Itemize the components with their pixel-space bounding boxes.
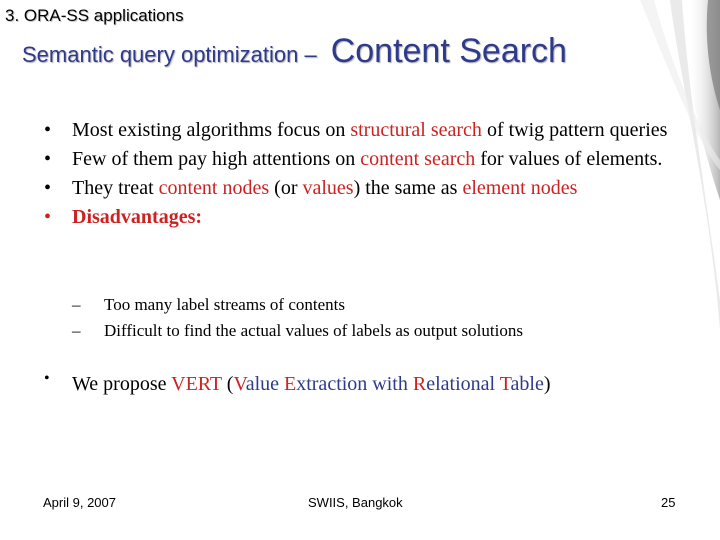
text-segment: ) <box>543 373 551 395</box>
text-segment: content nodes <box>158 177 270 199</box>
slide-title-main: Content Search <box>330 32 567 70</box>
text-segment: content search <box>360 148 476 170</box>
text-segment: They treat <box>72 177 159 199</box>
section-label: 3. ORA-SS applications <box>5 6 184 25</box>
sub-bullet-item <box>72 318 672 344</box>
text-segment: structural search <box>350 119 482 141</box>
bullet-item <box>44 203 694 232</box>
text-segment: V <box>233 373 246 395</box>
text-segment: elational <box>426 373 500 395</box>
text-segment: ) the same as <box>353 177 463 199</box>
bullet-icon: • <box>44 119 52 141</box>
text-segment: Disadvantages: <box>72 206 203 228</box>
bullet-icon: • <box>44 148 52 170</box>
text-segment: We propose <box>72 373 172 395</box>
text-segment: values <box>302 177 354 199</box>
text-segment: able <box>510 373 544 395</box>
dash-icon: – <box>72 321 81 340</box>
bullet-text <box>44 370 694 399</box>
sub-bullet-item <box>72 292 672 318</box>
text-segment: Few of them pay high attentions on <box>72 148 361 170</box>
footer-venue: SWIIS, Bangkok <box>308 495 403 510</box>
text-segment: for values of elements. <box>475 148 663 170</box>
bullet-icon: • <box>44 206 52 228</box>
text-segment: R <box>412 373 427 395</box>
dash-icon: – <box>72 295 81 314</box>
text-segment: VERT <box>171 373 222 395</box>
bullet-icon: • <box>44 177 52 199</box>
text-segment: of twig pattern queries <box>481 119 668 141</box>
text-segment: E <box>284 373 297 395</box>
text-segment: xtraction with <box>296 373 413 395</box>
text-segment: T <box>499 373 511 395</box>
text-segment: element nodes <box>462 177 578 199</box>
slide-title-prefix: Semantic query optimization – <box>22 42 317 67</box>
sub-bullet-text: Too many label streams of contents <box>104 295 345 314</box>
footer-date: April 9, 2007 <box>43 495 116 510</box>
bullet-icon: • <box>44 370 50 387</box>
bullet-item-proposal <box>44 370 694 399</box>
footer-page-number: 25 <box>661 495 676 510</box>
bullet-item <box>44 145 694 174</box>
text-segment: Most existing algorithms focus on <box>72 119 351 141</box>
sub-bullet-text: Difficult to find the actual values of labels as output solutions <box>104 321 523 340</box>
bullet-item <box>44 116 694 145</box>
bullet-item <box>44 174 694 203</box>
sub-bullet-list <box>72 292 672 344</box>
text-segment: (or <box>269 177 303 199</box>
text-segment: alue <box>245 373 284 395</box>
text-segment: ( <box>221 373 234 395</box>
bullet-list <box>44 116 694 232</box>
slide-title <box>22 32 567 71</box>
